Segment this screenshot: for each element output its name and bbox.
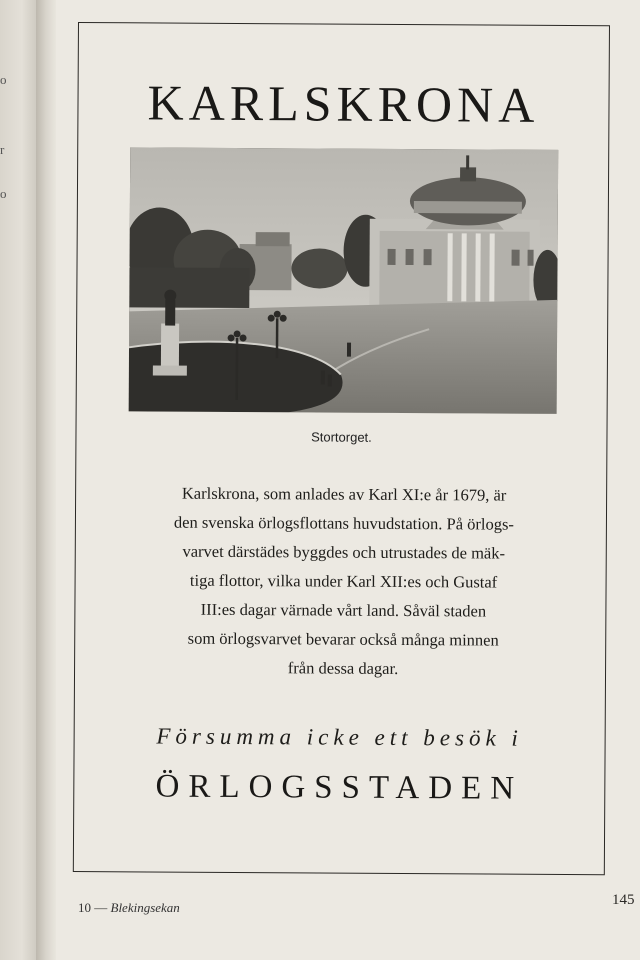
- issue-number: 10 —: [78, 900, 108, 915]
- advert-body: [125, 478, 562, 684]
- body-line: Karlskrona, som anlades av Karl XI:e år 1679, är: [181, 483, 507, 505]
- facing-page-mark: o: [0, 72, 7, 87]
- book-gutter: [36, 0, 56, 960]
- body-line: som örlogsvarvet bevarar också många minnen: [187, 628, 499, 650]
- photo-caption: Stortorget.: [311, 429, 372, 445]
- advert-city-name: ÖRLOGSSTADEN: [155, 768, 524, 807]
- stortorget-photo: [129, 147, 559, 414]
- page-footer: [78, 900, 180, 916]
- facing-page-mark: o: [0, 186, 7, 201]
- page-number: 145: [612, 892, 635, 908]
- facing-page-mark: r: [0, 142, 5, 157]
- advert-headline: KARLSKRONA: [147, 74, 540, 133]
- publication-name: Blekingsekan: [110, 900, 180, 915]
- body-line: den svenska örlogsflottans huvudstation. På örlogs-: [173, 512, 515, 534]
- body-line: från dessa dagar.: [287, 658, 399, 678]
- advert-frame: [73, 22, 610, 875]
- facing-page-edge: [0, 0, 36, 960]
- body-line: varvet därstädes byggdes och utrustades de mäk-: [182, 541, 506, 563]
- body-line: III:es dagar värnade vårt land. Såväl staden: [200, 599, 487, 621]
- advert-tagline: Försumma icke ett besök i: [156, 723, 523, 751]
- body-line: tiga flottor, vilka under Karl XII:es och Gustaf: [189, 570, 498, 592]
